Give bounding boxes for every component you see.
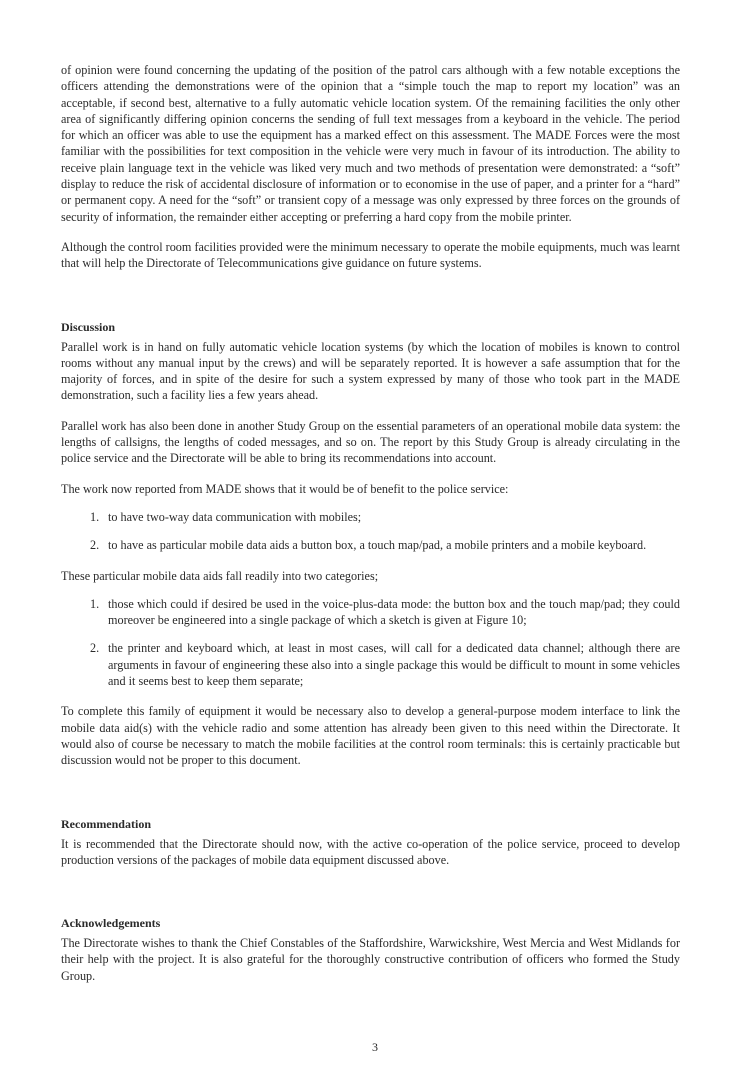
acknowledgements-section [61, 915, 680, 984]
discussion-paragraph-2: Parallel work has also been done in another Study Group on the essential parameters of an operational mobile data system: the lengths of callsigns, the lengths of coded messages, and so on. The report by this Study Group is already circulating in the police service and the Directorate will be able to bring its recommendations into account. [61, 418, 680, 466]
list-item-number: 1. [90, 596, 100, 611]
intro-paragraph-1: of opinion were found concerning the updating of the position of the patrol cars although with a few notable exceptions the officers attending the demonstrations were of the opinion that a “simple touch the map to report my location” was an acceptable, if second best, alternative to a fully automatic vehicle location system. Of the remaining facilities the only other area of significantly differing opinion concerns the sending of full text messages from a keyboard in the vehicle. The period for which an officer was able to use the equipment has a marked effect on this assessment. The MADE Forces were the most familiar with the possibilities for text composition in the vehicle were very much in favour of its introduction. The ability to receive plain language text in the vehicle was liked very much and two methods of presentation were demonstrated: a “soft” display to reduce the risk of accidental disclosure of information or to economise in the use of paper, and a printer for a “hard” or permanent copy. A need for the “soft” or transient copy of a message was only expressed by three forces on the grounds of security of information, the remainder either accepting or preferring a hard copy from the mobile printer. [61, 63, 680, 224]
discussion-paragraph-4: These particular mobile data aids fall readily into two categories; [61, 568, 379, 583]
list-item-number: 2. [90, 641, 100, 656]
recommendation-heading: Recommendation [61, 816, 151, 831]
list-item [61, 537, 680, 553]
discussion-paragraph-5: To complete this family of equipment it would be necessary also to develop a general-purpose modem interface to link the mobile data aid(s) with the vehicle radio and some attention has already been given to this need within the Directorate. It would also of course be necessary to match the mobile facilities at the control room terminals: this is certainly practicable but discussion would not be proper to this document. [61, 704, 680, 768]
list-item [61, 596, 680, 629]
recommendation-section [61, 816, 680, 869]
list-item-text: to have two-way data communication with mobiles; [108, 509, 362, 524]
discussion-heading: Discussion [61, 319, 116, 334]
list-item-number: 2. [90, 538, 100, 553]
list-item-text: those which could if desired be used in the voice-plus-data mode: the button box and the touch map/pad; they could moreover be engineered into a single package of which a sketch is given at Figure 10; [108, 596, 680, 628]
intro-paragraph-2: Although the control room facilities provided were the minimum necessary to operate the mobile equipments, much was learnt that will help the Directorate of Telecommunications give guidance on future systems. [61, 239, 680, 271]
page-number: 3 [372, 1040, 378, 1054]
acknowledgements-heading: Acknowledgements [61, 916, 161, 931]
categories-list [61, 596, 680, 689]
discussion-paragraph-1: Parallel work is in hand on fully automatic vehicle location systems (by which the location of mobiles is known to control rooms without any manual input by the crews) and will be separately reported. It is however a safe assumption that for the majority of forces, and in spite of the desire for such a system expressed by many of those who took part in the MADE demonstration, such a facility lies a few years ahead. [61, 339, 680, 403]
list-item [61, 509, 680, 525]
list-item-text: to have as particular mobile data aids a button box, a touch map/pad, a mobile printers and a mobile keyboard. [108, 538, 647, 553]
list-item-text: the printer and keyboard which, at least in most cases, will call for a dedicated data channel; although there are arguments in favour of engineering these also into a single package this would be difficult to mount in some vehicles and it seems best to keep them separate; [108, 641, 680, 689]
acknowledgements-paragraph: The Directorate wishes to thank the Chief Constables of the Staffordshire, Warwickshire, West Mercia and West Midlands for their help with the project. It is also grateful for the thoroughly constructive contribution of officers who formed the Study Group. [61, 936, 680, 983]
discussion-section [61, 319, 680, 769]
recommendation-paragraph: It is recommended that the Directorate should now, with the active co-operation of the police service, proceed to develop production versions of the packages of mobile data equipment discussed above. [61, 836, 680, 867]
list-item-number: 1. [90, 509, 100, 524]
discussion-paragraph-3: The work now reported from MADE shows that it would be of benefit to the police service: [61, 481, 509, 496]
list-item [61, 640, 680, 689]
benefits-list [61, 509, 680, 554]
